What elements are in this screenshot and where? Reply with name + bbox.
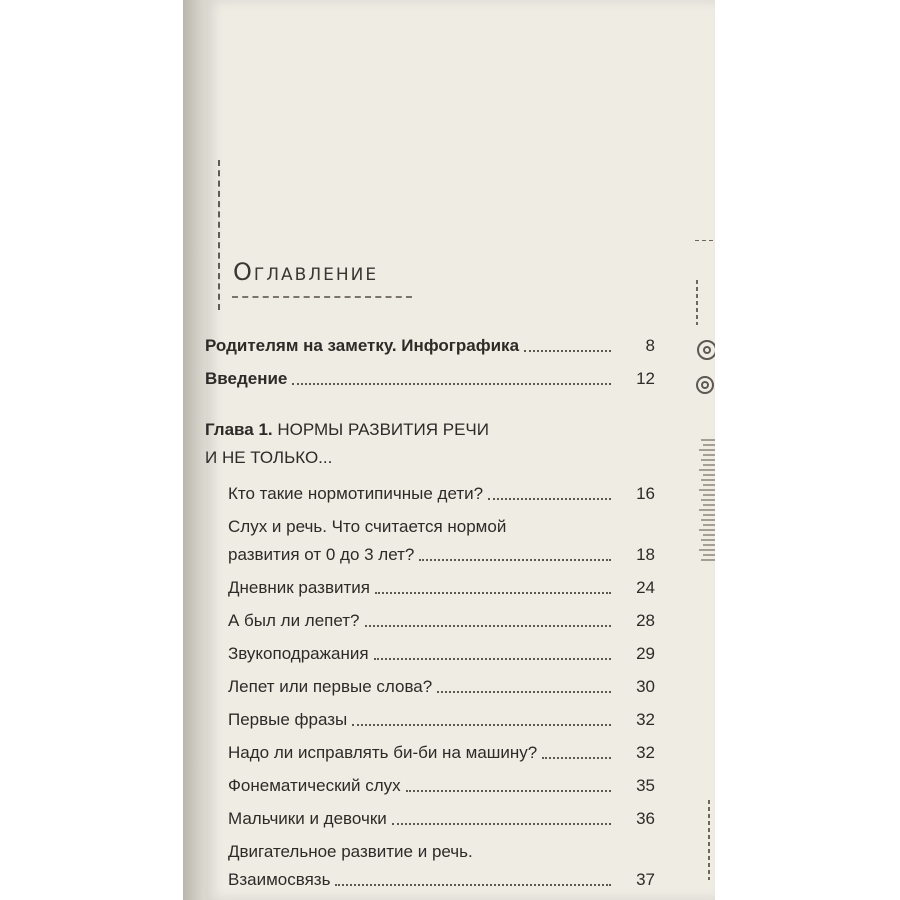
decorative-dashed-underline [232, 296, 412, 298]
toc-entry[interactable] [205, 607, 655, 635]
decorative-dashed-vertical [218, 160, 220, 310]
toc-leader-dots [335, 884, 611, 886]
toc-leader-dots [542, 757, 611, 759]
gear-icon [697, 341, 715, 393]
adjacent-page [715, 0, 900, 900]
chapter-number: Глава 1. [205, 420, 273, 439]
toc-page-number: 16 [636, 484, 655, 503]
toc-page-number: 24 [636, 578, 655, 597]
toc-page-number: 18 [636, 545, 655, 564]
toc-entry[interactable] [205, 772, 655, 800]
toc-leader-dots [375, 592, 611, 594]
toc-leader-dots [374, 658, 611, 660]
toc-entry[interactable] [205, 574, 655, 602]
toc-entry[interactable] [205, 365, 655, 393]
toc-leader-dots [437, 691, 611, 693]
toc-entry-label: Фонематический слух [228, 776, 401, 795]
toc-entry[interactable] [205, 541, 655, 569]
toc-entry-line1: Слух и речь. Что считается нормой [228, 517, 507, 536]
toc-page-number: 37 [636, 870, 655, 889]
toc-entry[interactable] [205, 706, 655, 734]
toc-entry-label: А был ли лепет? [228, 611, 360, 630]
toc-page-number: 32 [636, 743, 655, 762]
toc-entry[interactable] [205, 332, 655, 360]
toc-entry-line1: Двигательное развитие и речь. [228, 842, 473, 861]
toc-page-number: 35 [636, 776, 655, 795]
toc-entry[interactable] [205, 640, 655, 668]
toc-entry-label: Надо ли исправлять би-би на машину? [228, 743, 538, 762]
toc-entry-label: Дневник развития [228, 578, 370, 597]
toc-entry-label: Лепет или первые слова? [228, 677, 433, 696]
toc-entry[interactable] [205, 805, 655, 833]
toc-entry-label: Первые фразы [228, 710, 348, 729]
toc-page-number: 32 [636, 710, 655, 729]
toc-leader-dots [524, 350, 611, 352]
toc-leader-dots [406, 790, 611, 792]
toc-entry[interactable] [205, 866, 655, 894]
toc-entry[interactable] [205, 739, 655, 767]
table-of-contents [205, 332, 655, 899]
toc-entry-label: Взаимосвязь [228, 870, 331, 889]
toc-page-number: 30 [636, 677, 655, 696]
toc-entry-label: развития от 0 до 3 лет? [228, 545, 415, 564]
toc-leader-dots [488, 498, 611, 500]
toc-leader-dots [292, 383, 611, 385]
chapter-title-line2: И НЕ ТОЛЬКО... [205, 448, 333, 467]
chapter-title-line1: НОРМЫ РАЗВИТИЯ РЕЧИ [277, 420, 489, 439]
toc-entry-label: Звукоподражания [228, 644, 369, 663]
toc-entry[interactable] [205, 480, 655, 508]
toc-entry-label: Родителям на заметку. Инфографика [205, 336, 520, 355]
toc-entry-label: Мальчики и девочки [228, 809, 387, 828]
toc-page-number: 12 [636, 369, 655, 388]
toc-entry-label: Введение [205, 369, 288, 388]
toc-page-number: 29 [636, 644, 655, 663]
toc-entry-label: Кто такие нормотипичные дети? [228, 484, 484, 503]
toc-leader-dots [419, 559, 611, 561]
page-title: Оглавление [233, 258, 379, 286]
adjacent-page-decoration [687, 240, 715, 900]
toc-page-number: 28 [636, 611, 655, 630]
toc-leader-dots [365, 625, 611, 627]
toc-page-number: 36 [636, 809, 655, 828]
toc-page-number: 8 [645, 336, 655, 355]
chapter-heading[interactable] [205, 416, 655, 444]
toc-leader-dots [392, 823, 611, 825]
toc-entry[interactable] [205, 673, 655, 701]
toc-leader-dots [352, 724, 611, 726]
